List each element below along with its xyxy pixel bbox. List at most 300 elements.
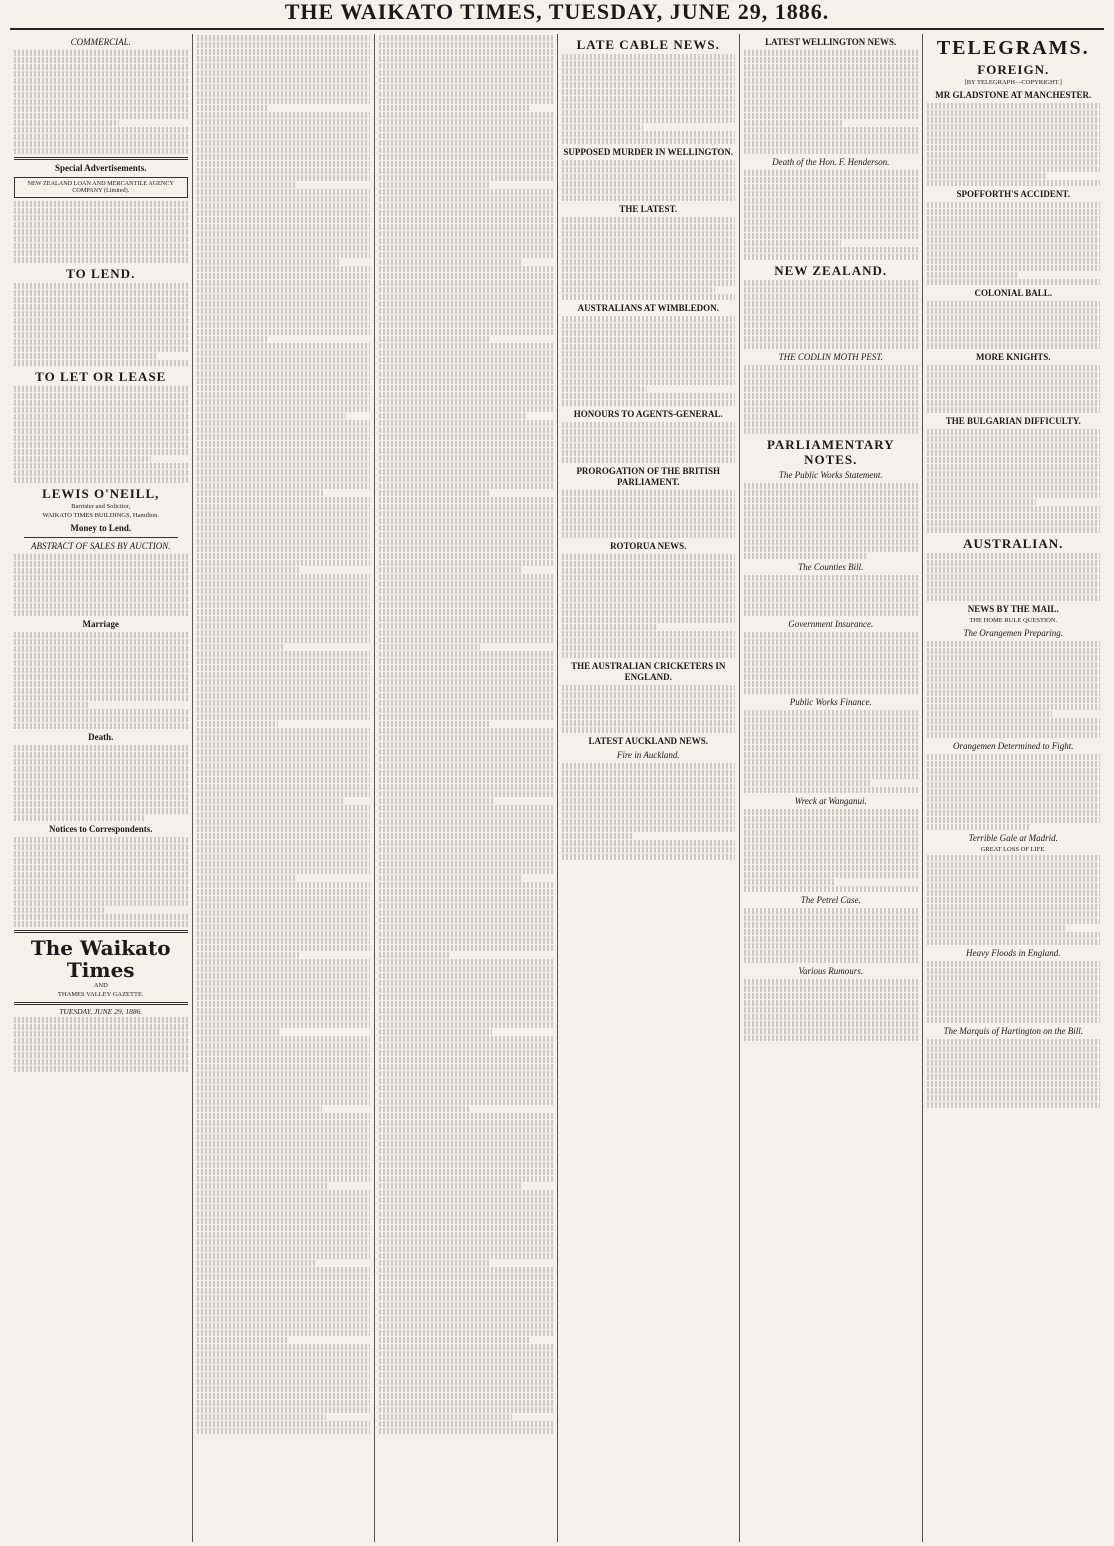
lawyer-name: LEWIS O'NEILL, — [42, 485, 160, 501]
text-line — [379, 315, 553, 321]
text-line — [744, 787, 918, 793]
text-line — [744, 497, 918, 503]
by-telegraph: [BY TELEGRAPH—COPYRIGHT.] — [964, 79, 1062, 86]
text-line — [379, 756, 553, 762]
text-line — [379, 938, 553, 944]
text-line — [927, 251, 1101, 257]
text-line — [379, 336, 490, 342]
text-line — [744, 837, 918, 843]
text-line — [379, 1288, 553, 1294]
text-line — [744, 851, 918, 857]
text-line — [197, 623, 371, 629]
text-line — [197, 504, 371, 510]
text-line — [927, 641, 1101, 647]
text-line — [379, 917, 553, 923]
text-line — [14, 318, 188, 324]
text-line — [562, 617, 736, 623]
text-line — [379, 112, 553, 118]
text-line — [379, 896, 553, 902]
text-line — [197, 938, 371, 944]
more-knights-heading: MORE KNIGHTS. — [975, 352, 1051, 362]
text-line — [197, 1260, 315, 1266]
text-line — [927, 110, 1101, 116]
text-line — [197, 119, 371, 125]
text-line — [927, 138, 1101, 144]
text-line — [744, 759, 918, 765]
text-line — [379, 1414, 512, 1420]
rumours-heading: Various Rumours. — [798, 966, 863, 976]
text-line — [927, 336, 1101, 342]
text-line — [744, 986, 918, 992]
text-line — [927, 932, 1101, 938]
text-line — [562, 358, 736, 364]
text-line — [744, 766, 918, 772]
text-line — [744, 78, 918, 84]
text-line — [379, 392, 553, 398]
text-line — [14, 92, 188, 98]
text-line — [744, 322, 918, 328]
text-line — [379, 665, 553, 671]
text-line — [197, 1351, 371, 1357]
text-line — [197, 588, 371, 594]
text-line — [197, 77, 371, 83]
text-line — [197, 42, 371, 48]
text-line — [379, 1204, 553, 1210]
text-line — [562, 181, 736, 187]
text-line — [379, 861, 553, 867]
text-line — [197, 63, 371, 69]
text-line — [197, 1022, 371, 1028]
text-line — [744, 315, 918, 321]
text-line — [927, 343, 1101, 349]
text-line — [744, 400, 918, 406]
text-line — [379, 1260, 490, 1266]
text-line — [197, 539, 371, 545]
text-line — [744, 858, 918, 864]
text-line — [927, 869, 1101, 875]
text-line — [14, 290, 188, 296]
text-line — [14, 50, 188, 56]
text-line — [379, 1141, 553, 1147]
text-line — [379, 819, 553, 825]
text-line — [927, 471, 1101, 477]
text-line — [14, 332, 188, 338]
text-line — [197, 1428, 371, 1434]
text-line — [14, 215, 188, 221]
notices-heading: Notices to Correspondents. — [48, 823, 153, 834]
australian-heading: AUSTRALIAN. — [963, 536, 1064, 551]
text-line — [927, 329, 1101, 335]
text-line — [14, 646, 188, 652]
column-5 — [740, 34, 923, 1542]
rotorua-heading: ROTORUA NEWS. — [610, 541, 687, 551]
text-line — [379, 483, 553, 489]
text-line — [14, 421, 188, 427]
text-line — [197, 609, 371, 615]
text-line — [379, 49, 553, 55]
text-line — [562, 791, 736, 797]
text-line — [14, 632, 188, 638]
text-line — [197, 567, 302, 573]
money-to-lend: Money to Lend. — [70, 522, 132, 533]
text-line — [379, 847, 553, 853]
text-line — [744, 372, 918, 378]
text-line — [927, 817, 1101, 823]
text-line — [197, 511, 371, 517]
text-line — [562, 400, 736, 406]
text-line — [197, 1274, 371, 1280]
text-line — [562, 167, 736, 173]
text-line — [927, 1102, 1101, 1108]
text-line — [14, 229, 188, 235]
text-line — [379, 980, 553, 986]
special-ads-heading: Special Advertisements. — [55, 163, 147, 173]
text-line — [379, 168, 553, 174]
text-line — [927, 301, 1101, 307]
gale-heading: Terrible Gale at Madrid. — [968, 833, 1058, 843]
text-line — [562, 379, 736, 385]
text-line — [927, 574, 1101, 580]
text-line — [197, 476, 371, 482]
text-line — [379, 1036, 553, 1042]
text-line — [197, 91, 371, 97]
text-line — [744, 539, 918, 545]
text-line — [379, 1071, 553, 1077]
text-line — [744, 511, 918, 517]
text-line — [562, 337, 736, 343]
text-line — [379, 273, 553, 279]
column-3 — [375, 34, 558, 1542]
death-hon-heading: Death of the Hon. F. Henderson. — [772, 157, 890, 167]
text-line — [14, 400, 188, 406]
text-line — [744, 681, 918, 687]
text-line — [379, 1176, 553, 1182]
text-line — [14, 1052, 188, 1058]
text-line — [744, 490, 918, 496]
text-line — [379, 126, 553, 132]
text-line — [379, 546, 553, 552]
text-line — [927, 117, 1101, 123]
text-line — [927, 464, 1101, 470]
text-line — [14, 603, 188, 609]
text-line — [562, 645, 736, 651]
text-line — [14, 99, 188, 105]
text-line — [197, 1253, 371, 1259]
late-cable-heading: LATE CABLE NEWS. — [576, 37, 720, 52]
wimbledon-heading: AUSTRALIANS AT WIMBLEDON. — [577, 303, 719, 313]
text-line — [927, 223, 1101, 229]
text-line — [927, 789, 1101, 795]
text-line — [197, 147, 371, 153]
text-line — [379, 1344, 553, 1350]
text-line — [562, 238, 736, 244]
text-line — [744, 71, 918, 77]
text-line — [197, 784, 371, 790]
text-line — [562, 266, 736, 272]
text-line — [744, 336, 918, 342]
text-line — [379, 924, 553, 930]
text-line — [379, 259, 523, 265]
text-line — [744, 632, 918, 638]
text-line — [744, 646, 918, 652]
text-line — [379, 882, 553, 888]
text-line — [744, 120, 843, 126]
text-line — [197, 1309, 371, 1315]
text-line — [744, 177, 918, 183]
text-line — [197, 553, 371, 559]
text-line — [744, 610, 918, 616]
text-line — [927, 159, 1101, 165]
text-line — [927, 862, 1101, 868]
column-2-text — [197, 35, 371, 1434]
gladstone-heading: MR GLADSTONE AT MANCHESTER. — [935, 90, 1092, 100]
text-line — [197, 1197, 371, 1203]
text-line — [744, 908, 918, 914]
text-line — [14, 1024, 188, 1030]
text-line — [379, 770, 553, 776]
text-line — [927, 436, 1101, 442]
text-line — [14, 554, 188, 560]
text-line — [14, 674, 188, 680]
text-line — [562, 68, 736, 74]
text-line — [197, 84, 371, 90]
text-line — [379, 189, 553, 195]
text-line — [379, 567, 523, 573]
text-line — [379, 434, 553, 440]
text-line — [562, 554, 736, 560]
text-line — [927, 379, 1101, 385]
text-line — [14, 752, 188, 758]
text-line — [562, 819, 736, 825]
text-line — [744, 653, 918, 659]
column-6 — [923, 34, 1105, 1542]
text-line — [927, 683, 1101, 689]
text-line — [562, 699, 736, 705]
text-line — [379, 1155, 553, 1161]
text-line — [14, 78, 188, 84]
text-line — [379, 637, 553, 643]
text-line — [14, 201, 188, 207]
text-line — [197, 210, 371, 216]
text-line — [14, 702, 90, 708]
text-line — [379, 1029, 492, 1035]
text-line — [744, 504, 918, 510]
text-line — [14, 879, 188, 885]
text-line — [927, 669, 1101, 675]
text-line — [197, 378, 371, 384]
text-line — [14, 801, 188, 807]
text-line — [379, 504, 553, 510]
bulgarian-heading: THE BULGARIAN DIFFICULTY. — [945, 416, 1081, 426]
loan-company-ad: NEW ZEALAND LOAN AND MERCANTILE AGENCY COMPANY (Limited). — [14, 177, 188, 198]
text-line — [197, 406, 371, 412]
text-line — [927, 968, 1101, 974]
text-line — [744, 865, 918, 871]
text-line — [197, 490, 325, 496]
text-line — [197, 203, 371, 209]
text-line — [379, 105, 530, 111]
text-line — [379, 301, 553, 307]
text-line — [197, 329, 371, 335]
text-line — [927, 768, 1101, 774]
text-line — [379, 490, 491, 496]
text-line — [744, 414, 918, 420]
works-finance-heading: Public Works Finance. — [789, 697, 872, 707]
text-line — [197, 427, 371, 433]
text-line — [379, 532, 553, 538]
text-line — [197, 1113, 371, 1119]
text-line — [379, 42, 553, 48]
text-line — [379, 1309, 553, 1315]
text-line — [744, 809, 918, 815]
text-line — [927, 457, 1101, 463]
text-line — [927, 407, 1101, 413]
text-line — [379, 693, 553, 699]
text-line — [379, 987, 553, 993]
text-line — [744, 343, 918, 349]
text-line — [562, 365, 736, 371]
text-line — [562, 652, 736, 658]
text-line — [562, 351, 736, 357]
text-line — [927, 450, 1101, 456]
text-line — [14, 250, 188, 256]
text-line — [744, 329, 918, 335]
text-line — [744, 421, 918, 427]
text-line — [744, 240, 841, 246]
text-line — [744, 879, 834, 885]
text-line — [197, 1407, 371, 1413]
text-line — [197, 434, 371, 440]
text-line — [14, 127, 188, 133]
text-line — [197, 798, 344, 804]
text-line — [197, 1337, 289, 1343]
text-line — [927, 393, 1101, 399]
text-line — [927, 1039, 1101, 1045]
text-line — [379, 147, 553, 153]
colonial-ball-heading: COLONIAL BALL. — [974, 288, 1053, 298]
text-line — [562, 610, 736, 616]
text-line — [379, 1358, 553, 1364]
text-line — [197, 1267, 371, 1273]
text-line — [562, 770, 736, 776]
text-line — [379, 70, 553, 76]
text-line — [379, 196, 553, 202]
text-line — [14, 610, 188, 616]
text-line — [744, 929, 918, 935]
text-line — [197, 217, 371, 223]
text-line — [14, 582, 188, 588]
text-line — [379, 35, 553, 41]
text-line — [927, 124, 1101, 130]
text-line — [927, 704, 1101, 710]
text-line — [927, 443, 1101, 449]
text-line — [197, 1169, 371, 1175]
text-line — [14, 1045, 188, 1051]
text-line — [197, 896, 371, 902]
text-line — [744, 57, 918, 63]
text-line — [562, 393, 736, 399]
text-line — [379, 595, 553, 601]
text-line — [197, 1183, 329, 1189]
codlin-heading: THE CODLIN MOTH PEST. — [778, 352, 883, 362]
text-line — [379, 714, 553, 720]
text-line — [744, 148, 918, 154]
text-line — [927, 560, 1101, 566]
text-line — [379, 959, 553, 965]
text-line — [562, 124, 643, 130]
text-line — [197, 112, 371, 118]
text-line — [379, 623, 553, 629]
text-line — [562, 61, 736, 67]
text-line — [197, 1302, 371, 1308]
text-line — [927, 996, 1101, 1002]
text-line — [744, 226, 918, 232]
text-line — [197, 1029, 280, 1035]
text-line — [14, 596, 188, 602]
text-line — [197, 168, 371, 174]
text-line — [14, 1017, 188, 1023]
text-line — [562, 224, 736, 230]
text-line — [14, 208, 188, 214]
text-line — [14, 1038, 188, 1044]
text-line — [744, 106, 918, 112]
text-line — [14, 297, 188, 303]
text-line — [197, 224, 371, 230]
text-line — [197, 518, 371, 524]
text-line — [927, 1074, 1101, 1080]
text-line — [197, 469, 371, 475]
text-line — [197, 161, 371, 167]
text-line — [14, 325, 188, 331]
text-line — [197, 497, 371, 503]
text-line — [379, 1400, 553, 1406]
text-line — [379, 889, 553, 895]
text-line — [197, 175, 371, 181]
text-line — [379, 1267, 553, 1273]
text-line — [14, 106, 188, 112]
text-line — [744, 532, 918, 538]
text-line — [197, 1036, 371, 1042]
text-line — [562, 575, 736, 581]
text-line — [379, 91, 553, 97]
text-line — [562, 344, 736, 350]
text-line — [197, 945, 371, 951]
text-line — [927, 803, 1101, 809]
text-line — [197, 1148, 371, 1154]
text-line — [562, 54, 736, 60]
text-line — [197, 602, 371, 608]
text-line — [197, 574, 371, 580]
text-line — [927, 918, 1101, 924]
text-line — [14, 71, 188, 77]
text-line — [379, 1078, 553, 1084]
works-heading: The Public Works Statement. — [778, 470, 883, 480]
text-line — [379, 448, 553, 454]
text-line — [379, 1008, 553, 1014]
text-line — [379, 98, 553, 104]
text-line — [744, 993, 918, 999]
text-line — [379, 700, 553, 706]
text-line — [744, 518, 918, 524]
text-line — [14, 851, 188, 857]
text-line — [379, 140, 553, 146]
text-line — [562, 561, 736, 567]
text-line — [379, 1120, 553, 1126]
text-line — [14, 589, 188, 595]
text-line — [197, 889, 371, 895]
text-line — [197, 630, 371, 636]
text-line — [744, 717, 918, 723]
